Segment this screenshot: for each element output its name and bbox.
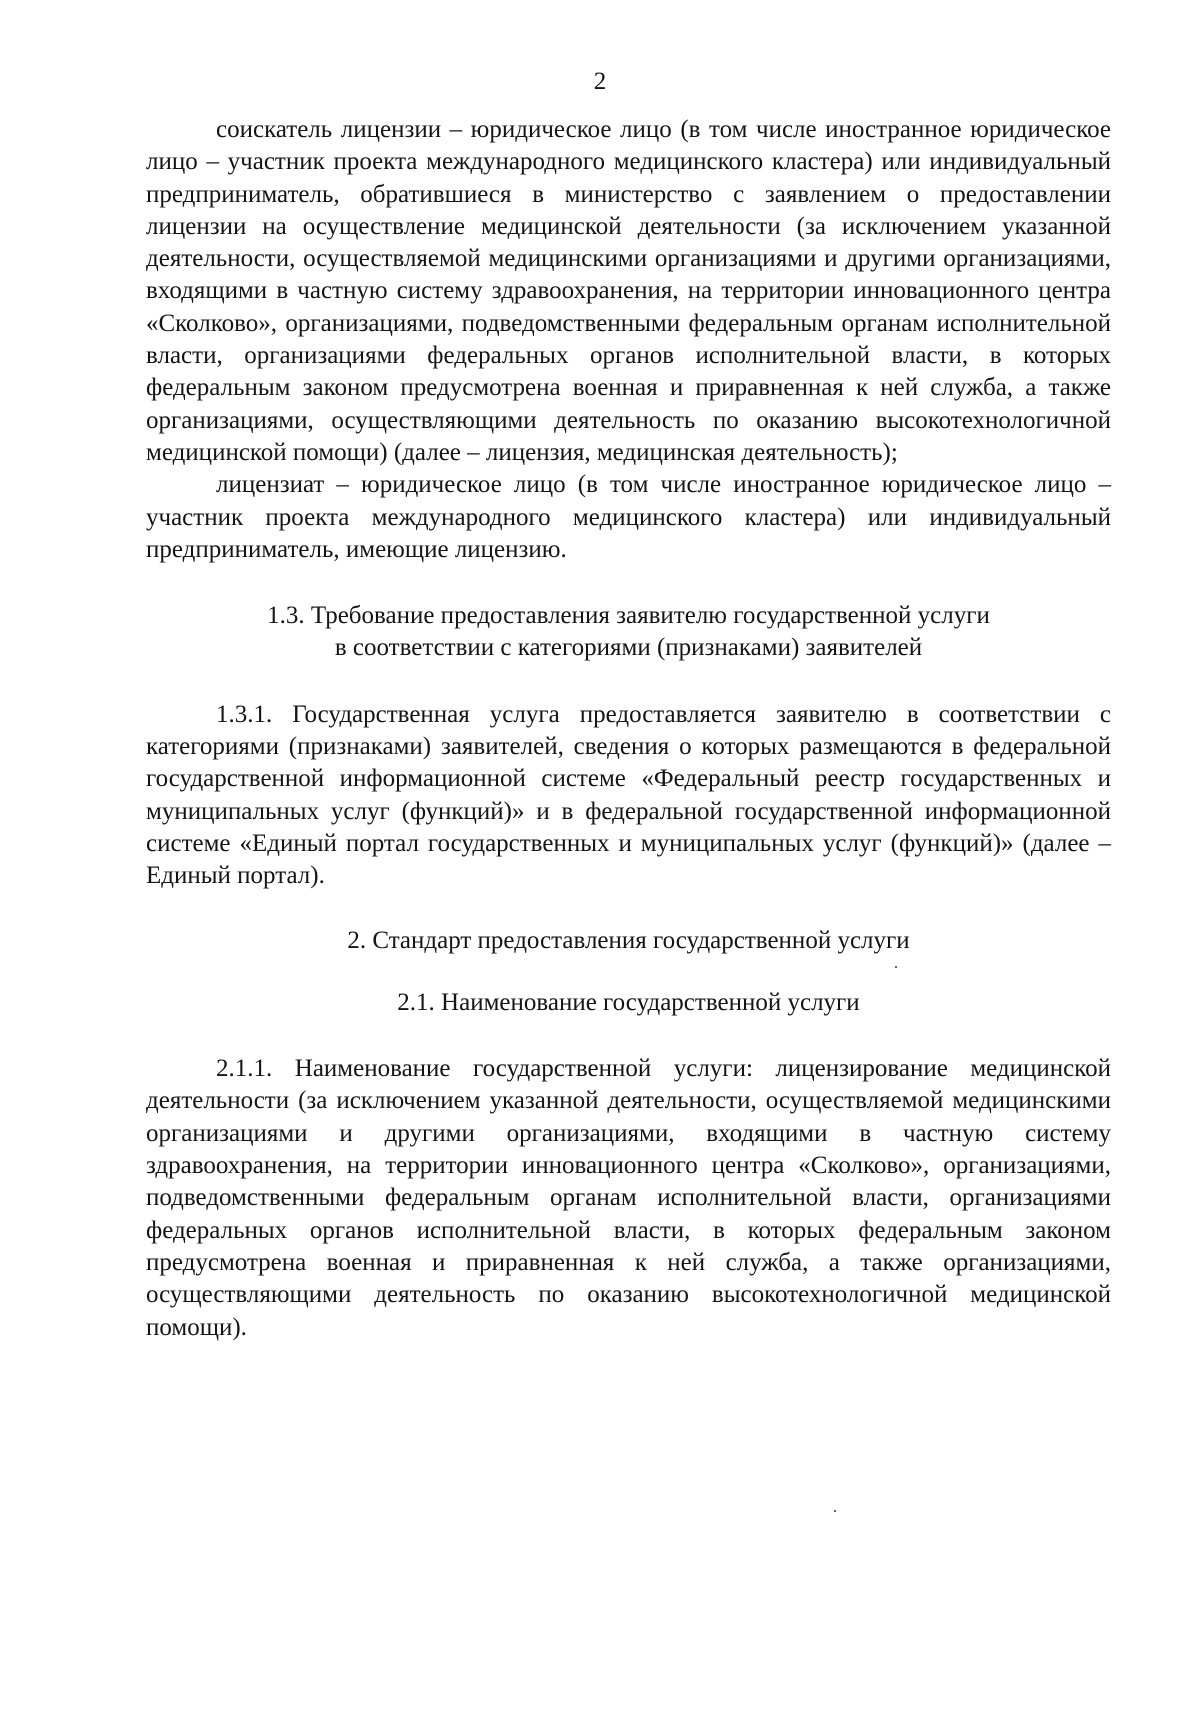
scan-speck [895, 966, 897, 968]
heading-1-3-line1: 1.3. Требование предоставления заявителю государственной услуги [267, 602, 990, 630]
heading-1-3-line2: в соответствии с категориями (признаками) заявителей [334, 634, 923, 662]
section-heading-2-1: 2.1. Наименование государственной услуги [397, 988, 860, 1016]
scan-speck [834, 1510, 836, 1512]
page-number: 2 [593, 68, 607, 95]
section-heading-1-3 [146, 600, 1111, 665]
definition-applicant: соискатель лицензии – юридическое лицо (в том числе иностранное юридическое лицо – участник проекта международного медицинского кластера) или индивидуальный предприниматель, обратившиеся в министерство с заявлением о предоставлении лицензии на осуществление медицинской деятельности (за исключением указанной деятельности, осуществляемой медицинскими организациями и другими организациями, входящими в частную систему здравоохранения, на территории инновационного центра «Сколково», организациями, подведомственными федеральным органам исполнительной власти, организациями федеральных органов исполнительной власти, в которых федеральным законом предусмотрена военная и приравненная к ней служба, а также организациями, осуществляющими деятельность по оказанию высокотехнологичной медицинской помощи) (далее – лицензия, медицинская деятельность); [146, 116, 1111, 466]
section-heading-2: 2. Стандарт предоставления государственной услуги [347, 926, 910, 954]
paragraph-1-3-1: 1.3.1. Государственная услуга предоставляется заявителю в соответствии с категориями (признаками) заявителей, сведения о которых размещаются в федеральной государственной информационной системе «Федеральный реестр государственных и муниципальных услуг (функций)» и в федеральной государственной информационной системе «Единый портал государственных и муниципальных услуг (функций)» (далее – Единый портал). [146, 700, 1111, 890]
document-body [146, 114, 1111, 1344]
definition-licensee: лицензиат – юридическое лицо (в том числе иностранное юридическое лицо – участник проекта международного медицинского кластера) или индивидуальный предприниматель, имеющие лицензию. [146, 471, 1111, 563]
paragraph-2-1-1: 2.1.1. Наименование государственной услуги: лицензирование медицинской деятельности (за исключением указанной деятельности, осуществляемой медицинскими организациями и другими организациями, входящими в частную систему здравоохранения, на территории инновационного центра «Сколково», организациями, подведомственными федеральным органам исполнительной власти, организациями федеральных органов исполнительной власти, в которых федеральным законом предусмотрена военная и приравненная к ней служба, а также организациями, осуществляющими деятельность по оказанию высокотехнологичной медицинской помощи). [146, 1055, 1111, 1341]
